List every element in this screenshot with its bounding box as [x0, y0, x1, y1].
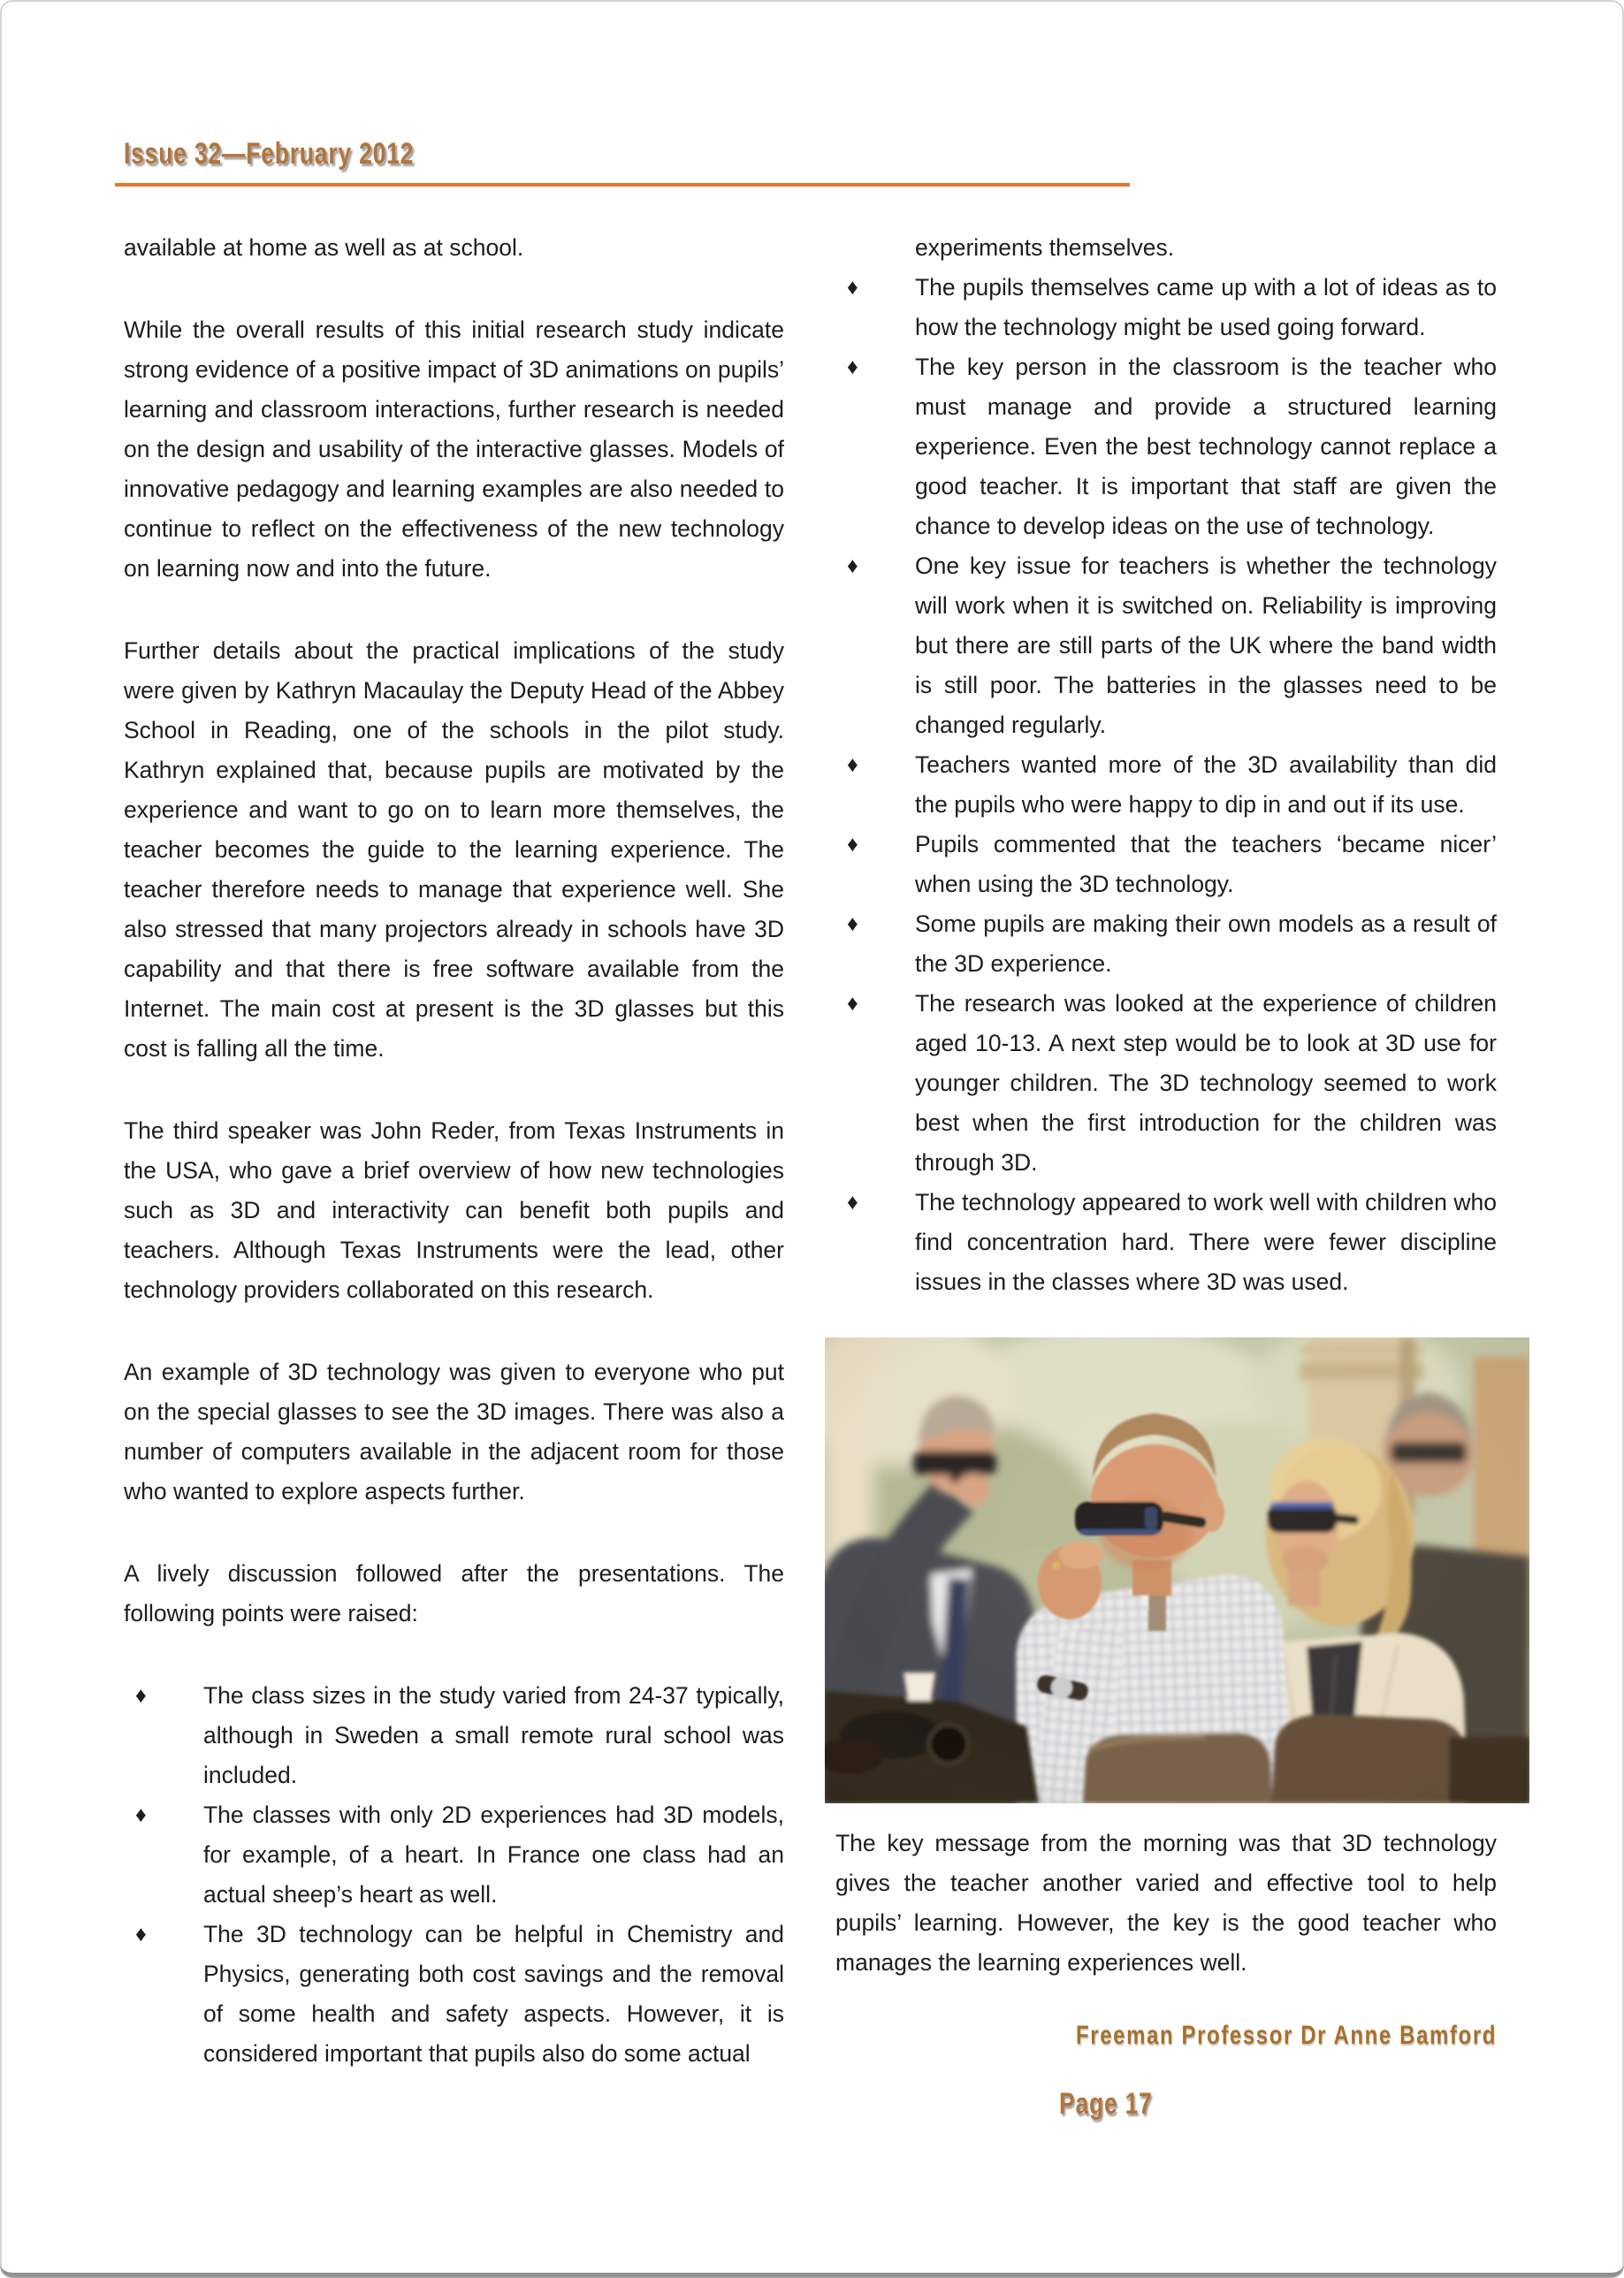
diamond-bullet-icon: ♦ [847, 553, 858, 578]
bullet-item [835, 825, 1497, 904]
bullet-text: Teachers wanted more of the 3D availability than did the pupils who were happy to dip in and out if its use. [915, 751, 1497, 818]
diamond-bullet-icon: ♦ [847, 832, 858, 857]
bullet-text: The research was looked at the experience of children aged 10-13. A next step would be to look at 3D use for younger children. The 3D technology seemed to work best when the first introduction for the children was through 3D. [915, 990, 1497, 1176]
paragraph: Further details about the practical implications of the study were given by Kathryn Macaulay the Deputy Head of the Abbey School in Reading, one of the schools in the pilot study. Kathryn explained that, because pupils are motivated by the experience and want to go on to learn more themselves, the teacher becomes the guide to the learning experience. The teacher therefore needs to manage that experience well. She also stressed that many projectors already in schools have 3D capability and that there is free software available from the Internet. The main cost at present is the 3D glasses but this cost is falling all the time. [124, 637, 784, 1062]
bullet-text: The pupils themselves came up with a lot of ideas as to how the technology might be used going forward. [915, 274, 1497, 340]
byline [835, 2020, 1497, 2052]
bullet-item [835, 1183, 1497, 1302]
paragraph: A lively discussion followed after the presentations. The following points were raised: [124, 1560, 784, 1627]
bullet-item [835, 268, 1497, 347]
photo-caption-paragraph: The key message from the morning was that 3D technology gives the teacher another varied and effective tool to help pupils’ learning. However, the key is the good teacher who manages the learning experiences well. [835, 1830, 1497, 1976]
issue-title: Issue 32—February 2012 [124, 137, 415, 171]
bullet-text: The key person in the classroom is the teacher who must manage and provide a structured learning experience. Even the best technology cannot replace a good teacher. It is important that staff are given the chance to develop ideas on the use of technology. [915, 354, 1497, 539]
bullet-item [124, 1795, 784, 1915]
page-header [124, 136, 496, 171]
paragraph-continuation: experiments themselves. [915, 234, 1175, 261]
diamond-bullet-icon: ♦ [847, 911, 858, 936]
right-column [835, 228, 1497, 2052]
bullet-list [835, 268, 1497, 1302]
left-column [124, 228, 784, 2074]
diamond-bullet-icon: ♦ [847, 991, 858, 1016]
diamond-bullet-icon: ♦ [847, 1190, 858, 1215]
bullet-list [124, 1676, 784, 2074]
bullet-item [835, 546, 1497, 745]
bullet-text: The class sizes in the study varied from 24-37 typically, although in Sweden a small remote rural school was included. [203, 1682, 784, 1788]
paragraph: The third speaker was John Reder, from Texas Instruments in the USA, who gave a brief overview of how new technologies such as 3D and interactivity can benefit both pupils and teachers. Although Texas Instruments were the lead, other technology providers collaborated on this research. [124, 1117, 784, 1303]
paragraph-continuation: available at home as well as at school. [124, 234, 524, 261]
paragraph: An example of 3D technology was given to everyone who put on the special glasses to see the 3D images. There was also a number of computers available in the adjacent room for those who wanted to explore aspects further. [124, 1359, 784, 1505]
bullet-item [124, 1915, 784, 2074]
page-number-text: Page 17 [1059, 2087, 1153, 2121]
conference-photo [825, 1337, 1529, 1803]
diamond-bullet-icon: ♦ [847, 752, 858, 777]
bullet-text: Pupils commented that the teachers ‘became nicer’ when using the 3D technology. [915, 831, 1497, 897]
bullet-text: The 3D technology can be helpful in Chemistry and Physics, generating both cost savings and the removal of some health and safety aspects. However, it is considered important that pupils also do some actual [203, 1921, 784, 2067]
bullet-item [835, 745, 1497, 825]
bullet-item [835, 347, 1497, 546]
paragraph: While the overall results of this initial research study indicate strong evidence of a positive impact of 3D animations on pupils’ learning and classroom interactions, further research is needed on the design and usability of the interactive glasses. Models of innovative pedagogy and learning examples are also needed to continue to reflect on the effectiveness of the new technology on learning now and into the future. [124, 316, 784, 582]
photo-warm-overlay [825, 1337, 1529, 1803]
bullet-text: Some pupils are making their own models as a result of the 3D experience. [915, 910, 1497, 977]
diamond-bullet-icon: ♦ [847, 354, 858, 379]
diamond-bullet-icon: ♦ [135, 1683, 147, 1708]
byline-text: Freeman Professor Dr Anne Bamford [1075, 2021, 1497, 2050]
page-number [1059, 2086, 1179, 2122]
bullet-text: The classes with only 2D experiences had 3D models, for example, of a heart. In France one class had an actual sheep’s heart as well. [203, 1802, 784, 1908]
diamond-bullet-icon: ♦ [847, 275, 858, 300]
bullet-text: One key issue for teachers is whether the technology will work when it is switched on. Reliability is improving but there are still parts of the UK where the band width is still poor. The batteries in the glasses need to be changed regularly. [915, 552, 1497, 738]
bullet-text: The technology appeared to work well with children who find concentration hard. There were fewer discipline issues in the classes where 3D was used. [915, 1189, 1497, 1295]
header-rule [115, 183, 1130, 187]
bullet-item [124, 1676, 784, 1795]
diamond-bullet-icon: ♦ [135, 1922, 147, 1947]
diamond-bullet-icon: ♦ [135, 1802, 147, 1827]
bullet-item [835, 904, 1497, 984]
bullet-item [835, 984, 1497, 1183]
